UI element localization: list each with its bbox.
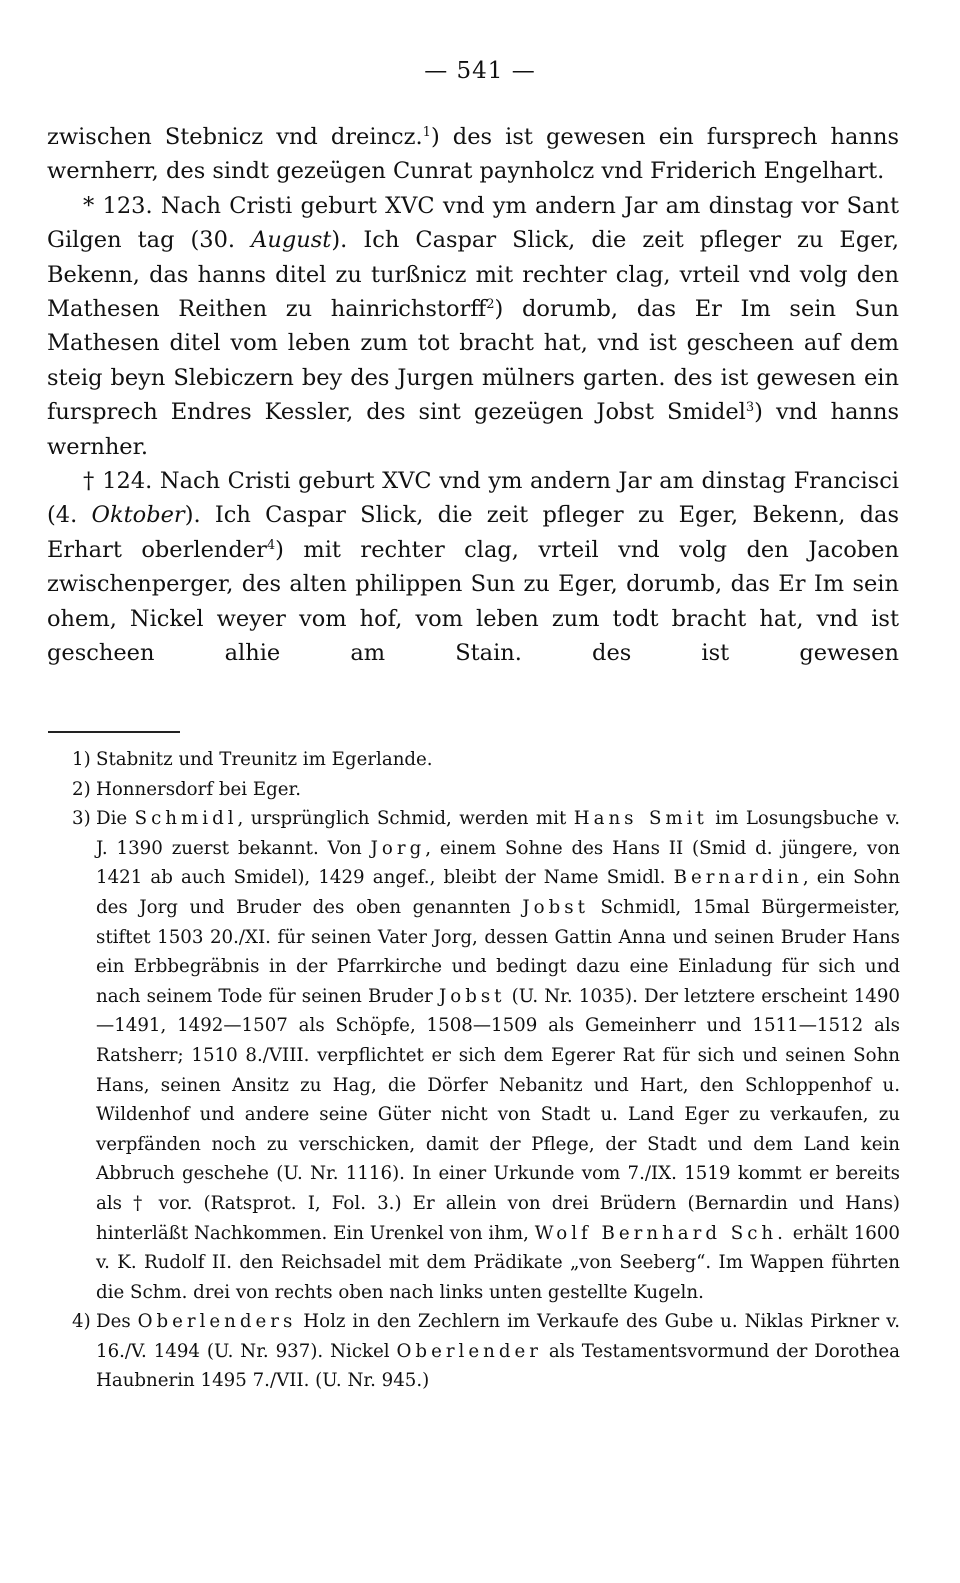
footnote-4: [60, 1307, 900, 1396]
paragraph-continuation: zwischen Stebnicz vnd dreincz.$^1$) des ist gewesen ein fursprech hanns wernherr, des sindt gezeügen Cunrat paynholcz vnd Friderich Engelhart.: [47, 124, 899, 185]
footnote-text: Stabnitz und Treunitz im Egerlande.: [96, 749, 433, 770]
footnote-1: [60, 745, 900, 775]
footnote-number: 1): [72, 749, 91, 770]
page-number: — 541 —: [424, 58, 536, 84]
footnote-ref-2[interactable]: 2: [486, 297, 495, 313]
footnote-text: Die Schmidl, ursprünglich Schmid, werden mit Hans Smit im Losungsbuche v. J. 1390 zuerst bekannt. Von Jorg, einem Sohne des Hans II (Smid d. jüngere, von 1421 ab auch Smidel), 1429 angef., bleibt der Name Smidl. Bernardin, ein Sohn des Jorg und Bruder des oben genannten Jobst Schmidl, 15mal Bürgermeister, stiftet 1503 20./XI. für seinen Vater Jorg, dessen Gattin Anna und seinen Bruder Hans ein Erbbegräbnis in der Pfarrkirche und bedingt dazu eine Einladung für sich und nach seinem Tode für seinen Bruder Jobst (U. Nr. 1035). Der letztere erscheint 1490—1491, 1492—1507 als Schöpfe, 1508—1509 als Gemeinherr und 1511—1512 als Ratsherr; 1510 8./VIII. verpflichtet er sich dem Egerer Rat für sich und seinen Sohn Hans, seinen Ansitz zu Hag, die Dörfer Nebanitz und Hart, den Schloppenhof u. Wildenhof und andere seine Güter nicht von Stadt u. Land Eger zu verkaufen, zu verpfänden noch zu verschicken, damit der Pflege, der Stadt und dem Land kein Abbruch geschehe (U. Nr. 1116). In einer Urkunde vom 7./IX. 1519 kommt er bereits als † vor. (Ratsprot. I, Fol. 3.) Er allein von drei Brüdern (Bernardin und Hans) hinterläßt Nachkommen. Ein Urenkel von ihm, Wolf Bernhard Sch. erhält 1600 v. K. Rudolf II. den Reichsadel mit dem Prädikate „von Seeberg“. Im Wappen führten die Schm. drei von rechts oben nach links unten gestellte Kugeln.: [96, 808, 900, 1303]
footnotes: [60, 745, 900, 1396]
paragraph-entry-123: * 123. Nach Cristi geburt XVC vnd ym andern Jar am dinstag vor Sant Gilgen tag (30. August). Ich Caspar Slick, die zeit pfleger zu Eger, Bekenn, das hanns ditel zu turßnicz mit rechter clag, vrteil vnd volg den Mathesen Reithen zu hainrichstorff$^2$) dorumb, das Er Im sein Sun Mathesen ditel vom leben zum tot bracht hat, vnd ist gescheen auf dem steig beyn Slebiczern bey des Jurgen mülners garten. des ist gewesen ein fursprech Endres Kessler, des sint gezeügen Jobst Smidel$^3$) vnd hanns wernher.: [47, 192, 900, 460]
footnote-separator: [48, 731, 180, 733]
footnote-number: 4): [72, 1311, 91, 1333]
footnote-ref-3[interactable]: 3: [745, 400, 755, 416]
footnote-number: 3): [72, 808, 91, 830]
footnote-ref-4[interactable]: 4: [266, 537, 276, 553]
footnote-3: [60, 804, 900, 1307]
footnote-ref-1[interactable]: 1: [422, 125, 431, 140]
footnote-text: Honnersdorf bei Eger.: [96, 778, 301, 800]
footnote-text: Des Oberlenders Holz in den Zechlern im Verkaufe des Gube u. Niklas Pirkner v. 16./V. 1494 (U. Nr. 937). Nickel Oberlender als Testamentsvormund der Dorothea Haubnerin 1495 7./VII. (U. Nr. 945.): [96, 1311, 900, 1392]
main-text: [47, 120, 899, 671]
paragraph-entry-124: † 124. Nach Cristi geburt XVC vnd ym andern Jar am dinstag Francisci (4. Oktober). Ich Caspar Slick, die zeit pfleger zu Eger, Bekenn, das Erhart oberlender$^4$) mit rechter clag, vrteil vnd volg den Jacoben zwischenperger, des alten philippen Sun zu Eger, dorumb, das Er Im sein ohem, Nickel weyer vom hof, vom leben zum todt bracht hat, vnd ist gescheen alhie am Stain. des ist gewesen: [47, 468, 899, 667]
footnote-2: [60, 775, 900, 805]
footnote-number: 2): [72, 778, 91, 800]
